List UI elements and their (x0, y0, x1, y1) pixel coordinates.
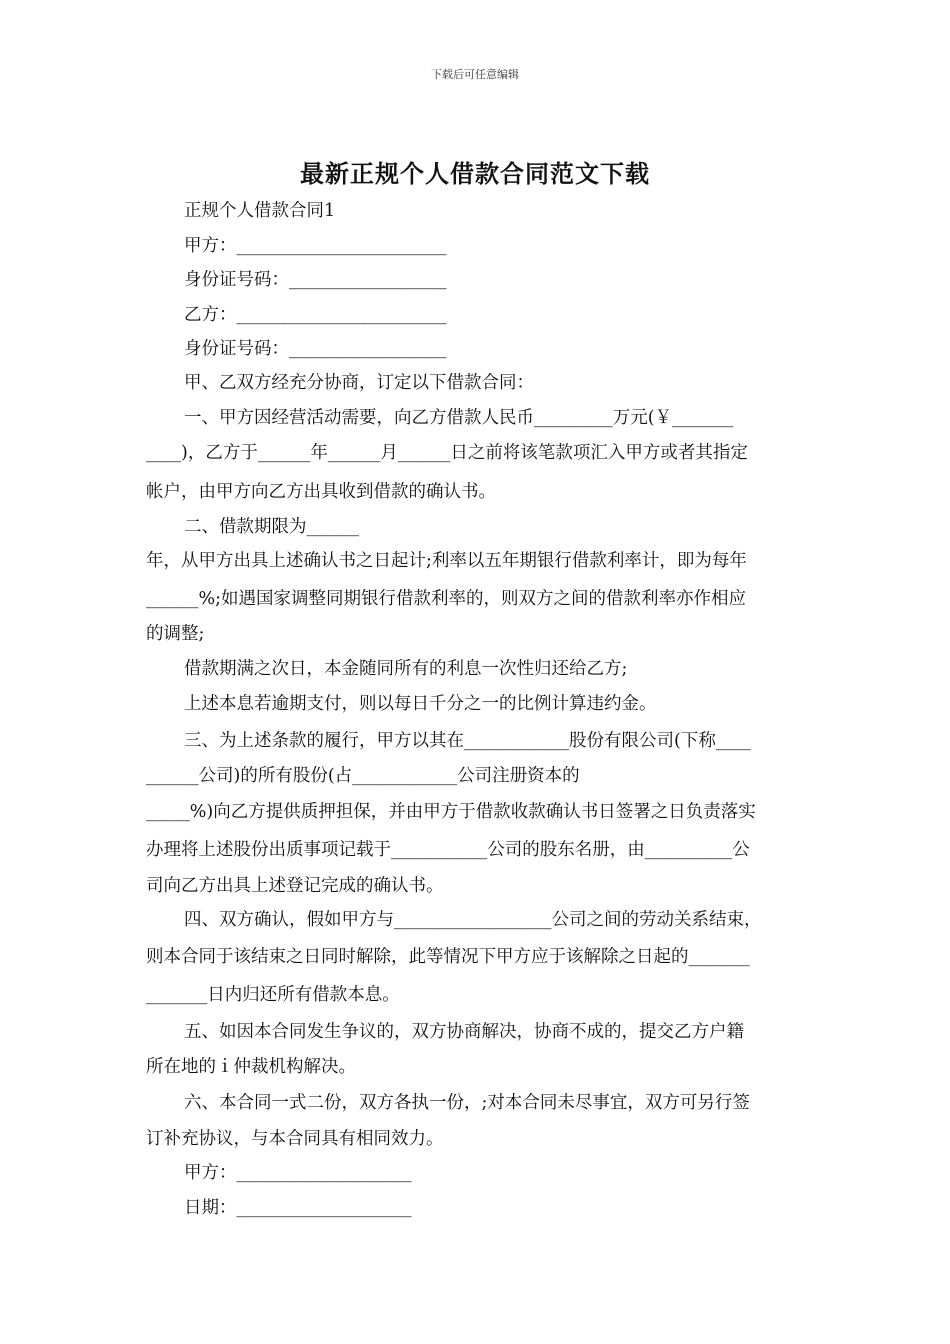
party-a-line: 甲方：________________________ (184, 236, 447, 256)
header-note: 下载后可任意编辑 (431, 68, 519, 81)
clause-4-line-2: 则本合同于该结束之日同时解除，此等情况下甲方应于该解除之日起的_______ (146, 947, 750, 967)
clause-2-line-4: 的调整; (146, 624, 205, 644)
signature-date: 日期：____________________ (184, 1198, 412, 1218)
clause-1-line-3: 帐户，由甲方向乙方出具收到借款的确认书。 (146, 482, 496, 502)
clause-3-line-4: 办理将上述股份出质事项记载于___________公司的股东名册，由__________公 (146, 840, 750, 860)
party-a-id-line: 身份证号码：__________________ (184, 270, 447, 290)
intro-paragraph: 甲、乙双方经充分协商，订定以下借款合同： (184, 373, 534, 393)
clause-1-line-1: 一、甲方因经营活动需要，向乙方借款人民币_________万元(￥_______ (184, 408, 734, 428)
document-title: 最新正规个人借款合同范文下载 (300, 159, 650, 188)
clause-4-line-1: 四、双方确认，假如甲方与__________________公司之间的劳动关系结束， (184, 910, 762, 930)
clause-6-line-2: 订补充协议，与本合同具有相同效力。 (146, 1129, 444, 1149)
clause-1-line-2: ____)，乙方于______年______月______日之前将该笔款项汇入甲方或者其指定 (146, 443, 748, 463)
signature-party-a: 甲方：____________________ (184, 1163, 412, 1183)
party-b-id-line: 身份证号码：__________________ (184, 339, 447, 359)
clause-3-line-2: ______公司)的所有股份(占____________公司注册资本的 (146, 766, 580, 786)
clause-3-line-3: _____%)向乙方提供质押担保，并由甲方于借款收款确认书日签署之日负责落实 (146, 802, 756, 822)
clause-2-line-2: 年，从甲方出具上述确认书之日起计;利率以五年期银行借款利率计，即为每年 (146, 551, 747, 571)
clause-6-line-1: 六、本合同一式二份，双方各执一份，;对本合同未尽事宜，双方可另行签 (184, 1093, 750, 1113)
clause-2-line-6: 上述本息若逾期支付，则以每日千分之一的比例计算违约金。 (184, 694, 657, 714)
party-b-line: 乙方：________________________ (184, 305, 447, 325)
clause-2-line-3: ______%;如遇国家调整同期银行借款利率的，则双方之间的借款利率亦作相应 (146, 589, 747, 609)
clause-2-line-5: 借款期满之次日，本金随同所有的利息一次性归还给乙方; (184, 659, 628, 679)
clause-4-line-3: _______日内归还所有借款本息。 (146, 985, 400, 1005)
clause-3-line-5: 司向乙方出具上述登记完成的确认书。 (146, 876, 444, 896)
clause-3-line-1: 三、为上述条款的履行，甲方以其在____________股份有限公司(下称____ (184, 731, 751, 751)
clause-5-line-1: 五、如因本合同发生争议的，双方协商解决，协商不成的，提交乙方户籍 (184, 1022, 744, 1042)
clause-5-line-2: 所在地的ｉ仲裁机构解决。 (146, 1057, 356, 1077)
clause-2-line-1: 二、借款期限为______ (184, 517, 359, 537)
contract-heading: 正规个人借款合同1 (184, 201, 336, 221)
